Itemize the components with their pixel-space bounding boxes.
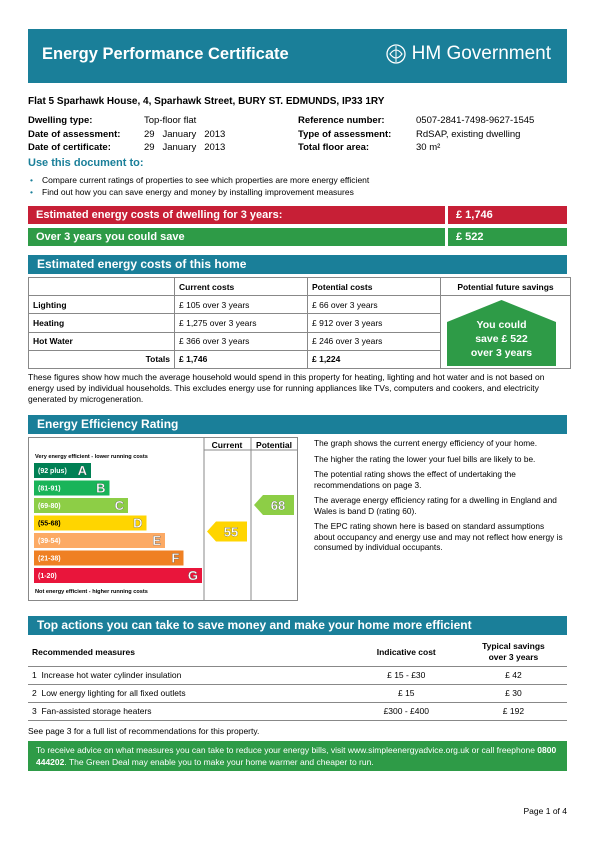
- certificate-date-value: 29 January 2013: [144, 142, 226, 153]
- rating-band-range: (1-20): [38, 573, 57, 580]
- cost-current: £ 105 over 3 years: [175, 296, 308, 314]
- potential-column-label: Potential: [256, 440, 292, 450]
- table-row: [28, 666, 567, 684]
- table-header: [29, 278, 175, 296]
- table-row: [29, 278, 571, 296]
- savings-bar: [28, 228, 567, 246]
- advice-text: . The Green Deal may enable you to make your home warmer and cheaper to run.: [64, 757, 374, 767]
- floor-area-label: Total floor area:: [298, 142, 370, 153]
- table-header: Recommended measures: [28, 638, 353, 666]
- rating-band-range: (92 plus): [38, 468, 67, 475]
- measure-number: 1: [32, 670, 37, 680]
- assessment-date-label: Date of assessment:: [28, 128, 121, 140]
- advice-box: [28, 741, 567, 771]
- current-column-label: Current: [211, 440, 243, 450]
- measure-name: [28, 684, 353, 702]
- measure-text: Low energy lighting for all fixed outlets: [41, 688, 186, 698]
- measure-cost: £ 15: [353, 684, 460, 702]
- cost-potential: £ 246 over 3 years: [308, 332, 441, 350]
- assessment-type-value: RdSAP, existing dwelling: [416, 128, 521, 140]
- measure-text: Fan-assisted storage heaters: [41, 706, 152, 716]
- estimated-cost-bar: [28, 206, 567, 224]
- measure-number: 2: [32, 688, 37, 698]
- total-current: £ 1,746: [175, 350, 308, 368]
- top-note: Very energy efficient - lower running costs: [35, 454, 148, 460]
- rating-explanation: [314, 438, 564, 558]
- floor-area-value: 30 m²: [416, 142, 441, 153]
- measure-cost: £300 - £400: [353, 702, 460, 720]
- table-header: Potential costs: [308, 278, 441, 296]
- totals-label: Totals: [29, 350, 175, 368]
- rating-band-range: (39-54): [38, 538, 61, 545]
- cost-potential: £ 912 over 3 years: [308, 314, 441, 332]
- rating-band-range: (81-91): [38, 485, 61, 493]
- table-row: [29, 296, 571, 314]
- savings-line: You could: [476, 319, 527, 331]
- actions-section-title: Top actions you can take to save money and make your home more efficient: [28, 616, 567, 635]
- rating-band-letter: G: [187, 568, 198, 583]
- rating-band-g: [34, 568, 202, 583]
- measure-name: [28, 666, 353, 684]
- measure-cost: £ 15 - £30: [353, 666, 460, 684]
- rating-band-letter: C: [114, 498, 124, 513]
- costs-note: These figures show how much the average household would spend in this property for heating, lighting and hot water and is not based on energy used by individual households. This excludes energy use for running appliances like TVs, computers and cookers, and electricity generated by microgeneration.: [28, 372, 545, 404]
- hm-government-text: HM Government: [411, 43, 551, 64]
- estimated-cost-label: Estimated energy costs of dwelling for 3 years:: [28, 206, 445, 224]
- actions-table: [28, 638, 567, 721]
- use-title: Use this document to:: [28, 157, 144, 169]
- actions-note: See page 3 for a full list of recommendations for this property.: [28, 726, 260, 736]
- assessment-date-value: 29 January 2013: [144, 128, 226, 140]
- crest-icon: [384, 43, 408, 65]
- rating-paragraph: The EPC rating shown here is based on standard assumptions about occupancy and energy use and may not reflect how energy is consumed by individual occupants.: [314, 521, 563, 552]
- rating-band-letter: E: [152, 533, 161, 548]
- measure-text: Increase hot water cylinder insulation: [41, 670, 182, 680]
- certificate-date-label: Date of certificate:: [28, 142, 111, 153]
- property-address: Flat 5 Sparhawk House, 4, Sparhawk Street, BURY ST. EDMUNDS, IP33 1RY: [28, 96, 385, 107]
- potential-rating-value: 68: [270, 498, 286, 513]
- reference-number-value: 0507-2841-7498-9627-1545: [416, 115, 535, 126]
- savings-callout: [441, 318, 562, 360]
- rating-paragraph: The higher the rating the lower your fuel bills are likely to be.: [314, 453, 536, 464]
- cost-row-name: Hot Water: [29, 332, 175, 350]
- measure-saving: £ 42: [460, 666, 567, 684]
- measure-number: 3: [32, 706, 37, 716]
- rating-paragraph: The graph shows the current energy efficiency of your home.: [314, 438, 538, 448]
- measure-saving: £ 30: [460, 684, 567, 702]
- use-item: • Find out how you can save energy and money by installing improvement measures: [28, 186, 369, 198]
- savings-header-line: over 3 years: [488, 651, 539, 662]
- table-row: [28, 684, 567, 702]
- rating-band-range: (69-80): [38, 503, 61, 510]
- efficiency-section-title: Energy Efficiency Rating: [28, 415, 567, 434]
- dwelling-type-value: Top-floor flat: [144, 115, 197, 126]
- use-item: • Compare current ratings of properties to see which properties are more energy efficient: [28, 174, 369, 186]
- measure-saving: £ 192: [460, 702, 567, 720]
- advice-text: To receive advice on what measures you can take to reduce your energy bills, visit www.simpleenergyadvice.org.uk or call freephone: [36, 745, 538, 755]
- cost-potential: £ 66 over 3 years: [308, 296, 441, 314]
- cost-row-name: Lighting: [29, 296, 175, 314]
- details-left: [28, 114, 225, 155]
- savings-cell: [441, 296, 571, 369]
- total-potential: £ 1,224: [308, 350, 441, 368]
- table-row: [28, 638, 567, 666]
- table-header: Potential future savings: [441, 278, 571, 296]
- cost-current: £ 366 over 3 years: [175, 332, 308, 350]
- rating-band-range: (55-68): [38, 520, 61, 528]
- measure-name: [28, 702, 353, 720]
- rating-paragraph: The potential rating shows the effect of undertaking the recommendations on page 3.: [314, 469, 516, 490]
- hm-government-logo: [384, 43, 551, 65]
- rating-band-letter: D: [133, 515, 143, 531]
- rating-band-letter: F: [171, 550, 180, 566]
- reference-number-label: Reference number:: [298, 115, 385, 126]
- savings-line: save £ 522: [475, 333, 528, 345]
- table-header: Indicative cost: [353, 638, 460, 666]
- rating-band-letter: A: [77, 463, 87, 478]
- table-header: Current costs: [175, 278, 308, 296]
- rating-band-range: (21-38): [38, 555, 61, 563]
- costs-table: [28, 277, 571, 369]
- rating-graph: [29, 438, 297, 600]
- assessment-type-label: Type of assessment:: [298, 128, 392, 140]
- savings-header-line: Typical savings: [482, 640, 545, 651]
- rating-band-letter: B: [96, 480, 106, 496]
- current-rating-value: 55: [223, 524, 239, 540]
- table-row: [28, 702, 567, 720]
- savings-value: £ 522: [448, 228, 567, 246]
- costs-section-title: Estimated energy costs of this home: [28, 255, 567, 274]
- cost-row-name: Heating: [29, 314, 175, 332]
- details-right: [298, 114, 534, 155]
- table-header: [460, 638, 567, 666]
- cost-current: £ 1,275 over 3 years: [175, 314, 308, 332]
- bottom-note: Not energy efficient - higher running costs: [35, 589, 148, 595]
- estimated-cost-value: £ 1,746: [448, 206, 567, 224]
- savings-line: over 3 years: [470, 347, 533, 359]
- dwelling-type-label: Dwelling type:: [28, 115, 93, 126]
- savings-label: Over 3 years you could save: [28, 228, 445, 246]
- use-list: [28, 174, 369, 198]
- page-number: Page 1 of 4: [523, 806, 567, 816]
- advice-phone: 0800 444202: [36, 745, 557, 767]
- rating-paragraph: The average energy efficiency rating for a dwelling in England and Wales is band D (rating 60).: [314, 495, 557, 516]
- rating-chart: [28, 437, 298, 601]
- page-title: Energy Performance Certificate: [42, 45, 289, 63]
